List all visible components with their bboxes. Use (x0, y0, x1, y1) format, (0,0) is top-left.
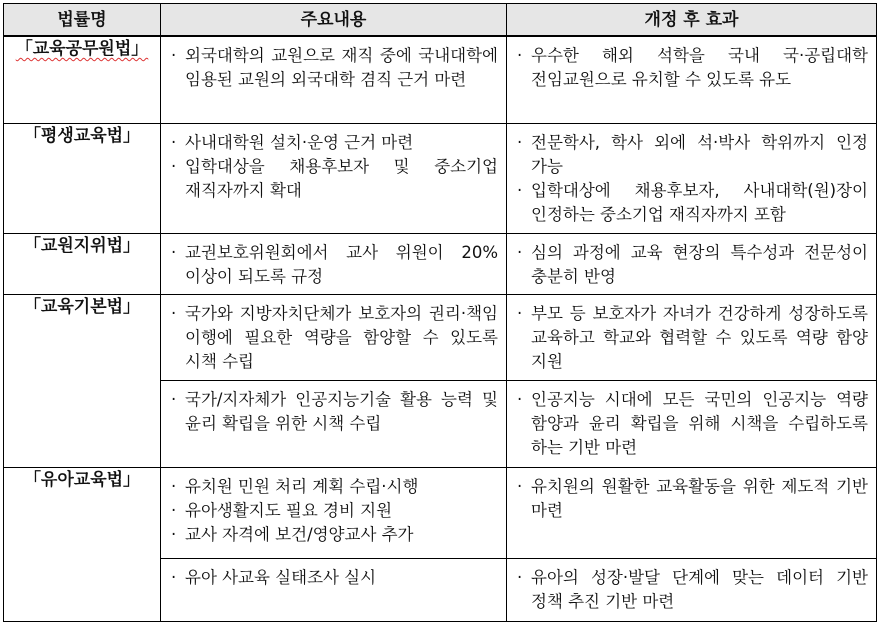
law-name-cell (4, 233, 161, 294)
law-name-cell (4, 123, 161, 233)
effect-cell (507, 467, 877, 558)
content-text: 교권보호위원회에서 교사 위원이 20% 이상이 되도록 규정 (185, 242, 498, 286)
list-item (511, 131, 868, 179)
content-list (161, 234, 506, 293)
effect-text: 입학대상에 채용후보자, 사내대학(원)장이 인정하는 중소기업 재직자까지 포함 (531, 180, 868, 224)
bullet-icon: · (171, 500, 177, 520)
list-item (511, 475, 868, 523)
list-item (165, 475, 498, 499)
content-cell (161, 380, 507, 467)
effect-cell (507, 294, 877, 380)
content-text: 국가/지자체가 인공지능기술 활용 능력 및 윤리 확립을 위한 시책 수립 (185, 389, 498, 433)
effect-cell (507, 380, 877, 467)
law-name: 「교육공무원법」 (15, 39, 149, 59)
list-item (165, 131, 498, 155)
content-cell (161, 294, 507, 380)
law-name: 「교원지위법」 (23, 235, 141, 256)
effect-text: 심의 과정에 교육 현장의 특수성과 전문성이 충분히 반영 (531, 242, 868, 286)
bullet-icon: · (171, 389, 177, 409)
content-text: 입학대상을 채용후보자 및 중소기업 재직자까지 확대 (185, 156, 498, 200)
list-item (511, 302, 868, 374)
bullet-icon: · (171, 132, 177, 152)
effect-cell (507, 36, 877, 123)
effect-list (507, 37, 876, 96)
list-item (511, 44, 868, 92)
bullet-icon: · (171, 242, 177, 262)
header-law: 법률명 (4, 4, 161, 37)
law-name: 「평생교육법」 (23, 125, 141, 146)
content-text: 유치원 민원 처리 계획 수립·시행 (185, 476, 419, 496)
effect-text: 우수한 해외 석학을 국내 국·공립대학 전임교원으로 유치할 수 있도록 유도 (531, 46, 868, 89)
effect-list (507, 559, 876, 618)
table-row (4, 294, 877, 380)
effect-text: 유아의 성장·발달 단계에 맞는 데이터 기반 정책 추진 기반 마련 (531, 567, 868, 611)
content-text: 국가와 지방자치단체가 보호자의 권리·책임 이행에 필요한 역량을 함양할 수 있도록 시책 수립 (185, 303, 498, 371)
header-content: 주요내용 (161, 4, 507, 37)
list-item (165, 523, 498, 547)
content-cell (161, 558, 507, 621)
effect-text: 부모 등 보호자가 자녀가 건강하게 성장하도록 교육하고 학교와 협력할 수 있도록 역량 함양 지원 (531, 303, 868, 371)
bullet-icon: · (171, 156, 177, 176)
list-item (165, 302, 498, 374)
table-row (4, 36, 877, 123)
bullet-icon: · (517, 567, 523, 587)
effect-list (507, 381, 876, 464)
header-effect: 개정 후 효과 (507, 4, 877, 37)
content-list (161, 295, 506, 378)
content-cell (161, 233, 507, 294)
bullet-icon: · (171, 46, 177, 65)
law-revision-table (3, 3, 877, 622)
bullet-icon: · (517, 132, 523, 152)
list-item (165, 566, 498, 590)
effect-text: 인공지능 시대에 모든 국민의 인공지능 역량 함양과 윤리 확립을 위해 시책을 수립하도록 하는 기반 마련 (531, 389, 868, 457)
content-cell (161, 123, 507, 233)
content-text: 유아생활지도 필요 경비 지원 (185, 500, 393, 520)
list-item (511, 241, 868, 289)
content-cell (161, 36, 507, 123)
content-list (161, 468, 506, 551)
bullet-icon: · (517, 476, 523, 496)
effect-list (507, 234, 876, 293)
law-name: 「교육기본법」 (23, 296, 141, 317)
list-item (511, 179, 868, 227)
list-item (165, 241, 498, 289)
effect-list (507, 124, 876, 231)
table-row (4, 467, 877, 558)
content-list (161, 381, 506, 440)
bullet-icon: · (517, 46, 523, 65)
bullet-icon: · (171, 524, 177, 544)
law-name: 「유아교육법」 (23, 469, 141, 490)
content-text: 교사 자격에 보건/영양교사 추가 (185, 524, 414, 544)
bullet-icon: · (517, 303, 523, 323)
bullet-icon: · (171, 303, 177, 323)
effect-cell (507, 233, 877, 294)
content-text: 유아 사교육 실태조사 실시 (185, 567, 377, 587)
content-cell (161, 467, 507, 558)
header-row (4, 4, 877, 37)
list-item (511, 566, 868, 614)
bullet-icon: · (517, 389, 523, 409)
effect-cell (507, 558, 877, 621)
content-text: 사내대학원 설치·운영 근거 마련 (185, 132, 414, 152)
list-item (165, 155, 498, 203)
law-name-cell (4, 36, 161, 123)
list-item (511, 388, 868, 460)
list-item (165, 499, 498, 523)
content-text: 외국대학의 교원으로 재직 중에 국내대학에 임용된 교원의 외국대학 겸직 근거 마련 (185, 46, 498, 89)
effect-cell (507, 123, 877, 233)
table-row (4, 123, 877, 233)
law-name-cell (4, 294, 161, 467)
content-list (161, 124, 506, 207)
law-name-cell (4, 467, 161, 621)
list-item (165, 388, 498, 436)
table-body (4, 36, 877, 621)
effect-text: 전문학사, 학사 외에 석·박사 학위까지 인정 가능 (531, 132, 868, 176)
bullet-icon: · (517, 180, 523, 200)
table-row (4, 233, 877, 294)
bullet-icon: · (517, 242, 523, 262)
bullet-icon: · (171, 476, 177, 496)
bullet-icon: · (171, 567, 177, 587)
content-list (161, 37, 506, 96)
content-list (161, 559, 506, 594)
effect-list (507, 468, 876, 527)
effect-list (507, 295, 876, 378)
effect-text: 유치원의 원활한 교육활동을 위한 제도적 기반 마련 (531, 476, 868, 520)
list-item (165, 44, 498, 92)
